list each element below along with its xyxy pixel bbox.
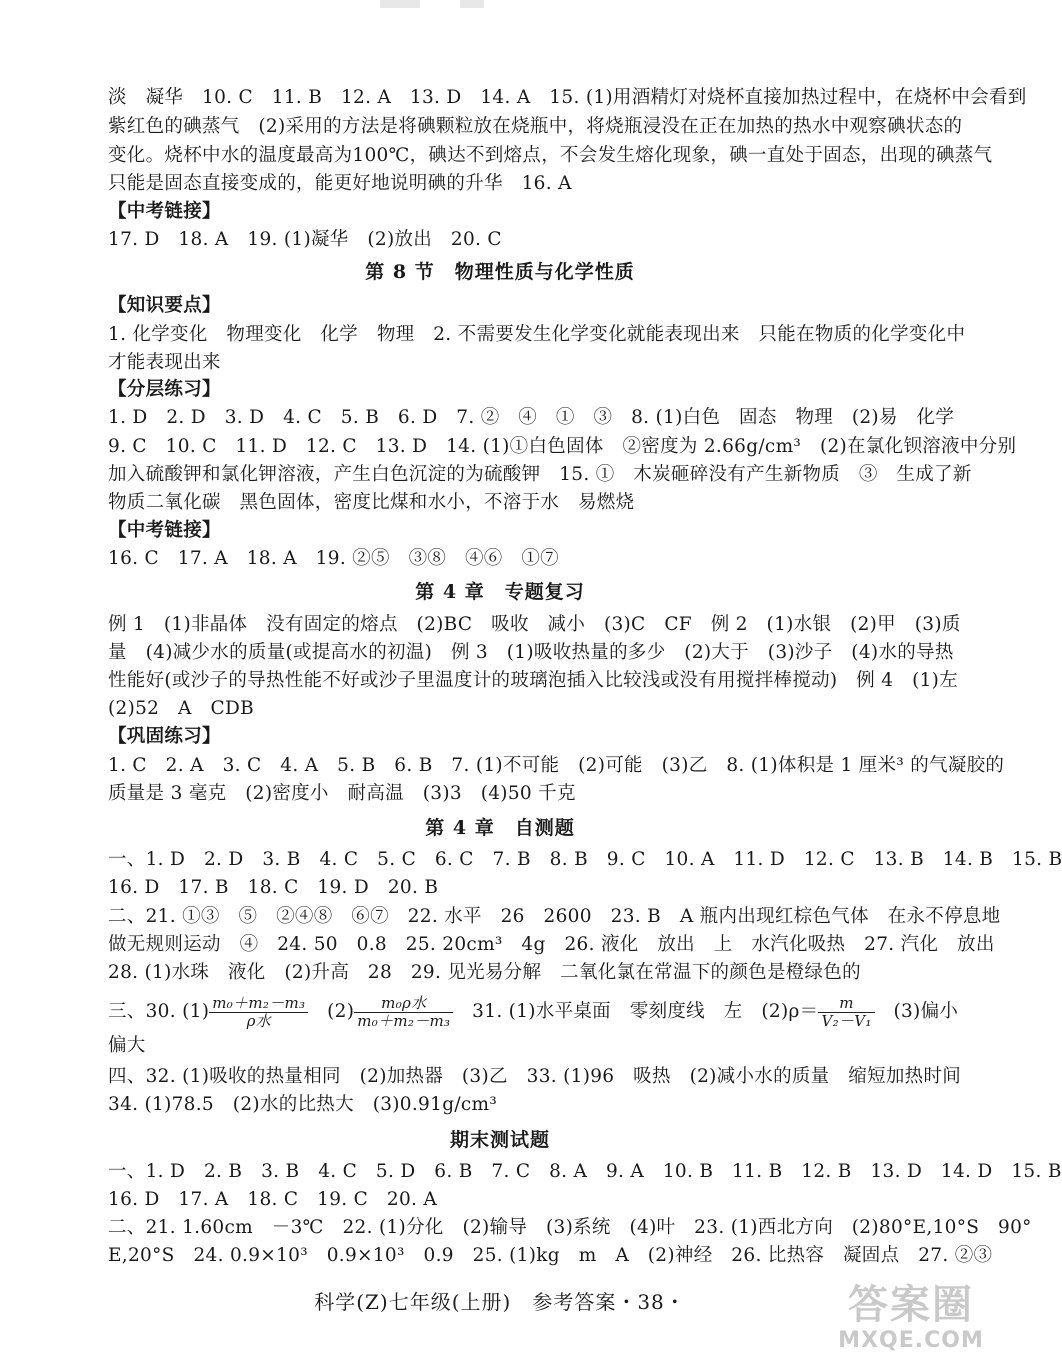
formula-fraction-3 [818, 995, 874, 1030]
fraction-numerator: m₀ρ水 [354, 995, 453, 1013]
section-heading: 第 4 章 专题复习 [415, 581, 585, 603]
answer-line: 16. D 17. B 18. C 19. D 20. B [108, 877, 439, 898]
answer-line: 二、21. ①③ ⑤ ②④⑧ ⑥⑦ 22. 水平 26 2600 23. B A 瓶内出现红棕色气体 在永不停息地 [108, 906, 1001, 927]
fraction-denominator: V₂－V₁ [821, 1011, 872, 1030]
answer-line: 性能好(或沙子的导热性能不好或沙子里温度计的玻璃泡插入比较浅或没有用搅拌棒搅动) 例 4 (1)左 [108, 670, 958, 691]
fraction-denominator: m₀＋m₂－m₃ [357, 1011, 451, 1030]
formula-text: (2) [308, 1001, 355, 1022]
formula-prefix: 三、30. (1) [108, 1001, 210, 1022]
answer-line: 1. 化学变化 物理变化 化学 物理 2. 不需要发生化学变化就能表现出来 只能在物质的化学变化中 [108, 324, 966, 345]
answer-line: 变化。烧杯中水的温度最高为100℃，碘达不到熔点，不会发生熔化现象，碘一直处于固态，出现的碘蒸气 [108, 145, 993, 166]
answer-line: 28. (1)水珠 液化 (2)升高 28 29. 见光易分解 二氧化氯在常温下的颜色是橙绿色的 [108, 962, 861, 983]
answer-line: 紫红色的碘蒸气 (2)采用的方法是将碘颗粒放在烧瓶中，将烧瓶浸没在正在加热的热水中观察碘状态的 [108, 116, 963, 137]
answer-line: (2)52 A CDB [108, 698, 254, 719]
answer-line: 质量是 3 毫克 (2)密度小 耐高温 (3)3 (4)50 千克 [108, 783, 576, 804]
answer-line: 偏大 [108, 1035, 146, 1056]
answer-line: 16. C 17. A 18. A 19. ②⑤ ③⑧ ④⑥ ①⑦ [108, 548, 559, 569]
watermark-url: MXQE.COM [838, 1328, 984, 1353]
answer-line: 1. C 2. A 3. C 4. A 5. B 6. B 7. (1)不可能 (2)可能 (3)乙 8. (1)体积是 1 厘米³ 的气凝胶的 [108, 755, 1005, 776]
section-label: 【中考链接】 [108, 201, 221, 222]
answer-line: 加入硫酸钾和氯化钾溶液，产生白色沉淀的为硫酸钾 15. ① 木炭砸碎没有产生新物质 ③ 生成了新 [108, 464, 972, 485]
answer-line: 1. D 2. D 3. D 4. C 5. B 6. D 7. ② ④ ① ③ 8. (1)白色 固态 物理 (2)易 化学 [108, 407, 955, 428]
formula-text: 31. (1)水平桌面 零刻度线 左 (2)ρ＝ [453, 1001, 819, 1022]
section-heading: 第 4 章 自测题 [425, 817, 575, 839]
answer-line: 例 1 (1)非晶体 没有固定的熔点 (2)BC 吸收 减小 (3)C CF 例 2 (1)水银 (2)甲 (3)质 [108, 614, 961, 635]
answer-line: 物质二氧化碳 黑色固体，密度比煤和水小，不溶于水 易燃烧 [108, 492, 635, 513]
section-label: 【分层练习】 [108, 379, 221, 400]
formula-fraction-2 [354, 995, 453, 1030]
section-label: 【知识要点】 [108, 295, 221, 316]
formula-line [108, 993, 959, 1036]
fraction-numerator: m [818, 995, 874, 1013]
section-label: 【巩固练习】 [108, 726, 221, 747]
watermark-logo: 答案圈 [848, 1282, 974, 1328]
answer-line: 16. D 17. A 18. C 19. C 20. A [108, 1189, 438, 1210]
page-footer: 科学(Z)七年级(上册) 参考答案・38・ [314, 1290, 686, 1314]
answer-line: 才能表现出来 [108, 352, 221, 373]
answer-line: 34. (1)78.5 (2)水的比热大 (3)0.91g/cm³ [108, 1094, 498, 1115]
formula-text: (3)偏小 [874, 1001, 959, 1022]
scan-artifact [380, 0, 420, 8]
answer-line: 只能是固态直接变成的，能更好地说明碘的升华 16. A [108, 173, 572, 194]
answer-line: 二、21. 1.60cm －3℃ 22. (1)分化 (2)输导 (3)系统 (4)叶 23. (1)西北方向 (2)80°E,10°S 90° [108, 1217, 1032, 1238]
answer-line: 9. C 10. C 11. D 12. C 13. D 14. (1)①白色固体 ②密度为 2.66g/cm³ (2)在氯化钡溶液中分别 [108, 436, 1017, 457]
answer-line: 量 (4)减少水的质量(或提高水的初温) 例 3 (1)吸收热量的多少 (2)大于 (3)沙子 (4)水的导热 [108, 642, 954, 663]
section-label: 【中考链接】 [108, 520, 221, 541]
fraction-numerator: m₀＋m₂－m₃ [209, 995, 308, 1013]
section-heading: 期末测试题 [449, 1129, 550, 1151]
answer-line: 17. D 18. A 19. (1)凝华 (2)放出 20. C [108, 229, 502, 250]
site-watermark [836, 1282, 986, 1362]
answer-line: 一、1. D 2. B 3. B 4. C 5. D 6. B 7. C 8. A 9. A 10. B 11. B 12. B 13. D 14. D 15. B [108, 1161, 1062, 1182]
answer-line: 淡 凝华 10. C 11. B 12. A 13. D 14. A 15. (1)用酒精灯对烧杯直接加热过程中，在烧杯中会看到 [108, 87, 1027, 108]
answer-line: 四、32. (1)吸收的热量相同 (2)加热器 (3)乙 33. (1)96 吸热 (2)减小水的质量 缩短加热时间 [108, 1066, 962, 1087]
answer-line: 一、1. D 2. D 3. B 4. C 5. C 6. C 7. B 8. B 9. C 10. A 11. D 12. C 13. B 14. B 15. B [108, 849, 1062, 870]
section-heading: 第 8 节 物理性质与化学性质 [365, 261, 635, 283]
scan-artifact [460, 0, 484, 8]
fraction-denominator: ρ水 [246, 1011, 271, 1030]
answer-line: E,20°S 24. 0.9×10³ 0.9×10³ 0.9 25. (1)kg m A (2)神经 26. 比热容 凝固点 27. ②③ [108, 1245, 993, 1266]
formula-fraction-1 [209, 995, 308, 1030]
answer-line: 做无规则运动 ④ 24. 50 0.8 25. 20cm³ 4g 26. 液化 放出 上 水汽化吸热 27. 汽化 放出 [108, 934, 995, 955]
